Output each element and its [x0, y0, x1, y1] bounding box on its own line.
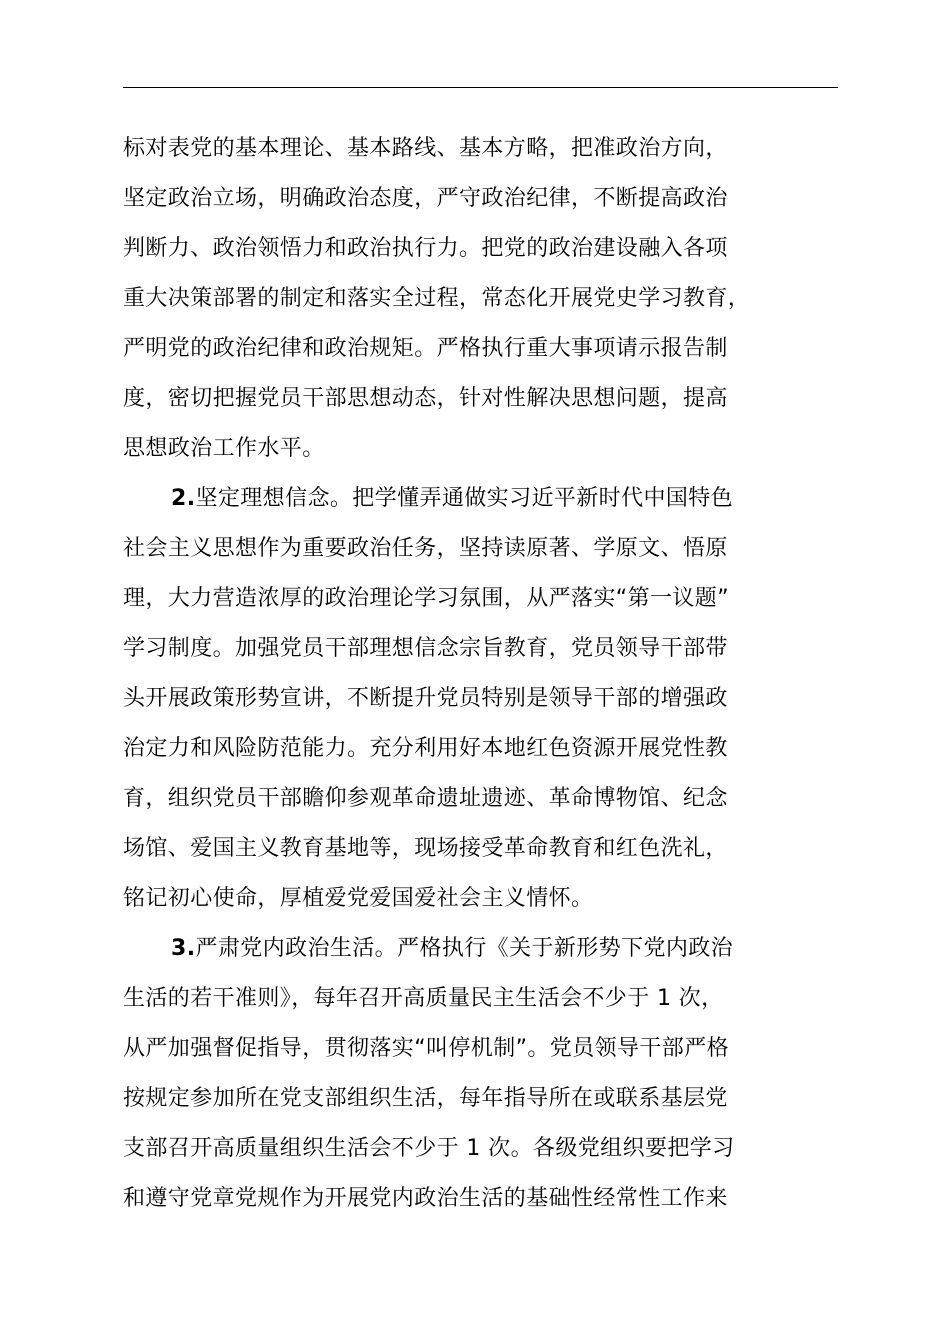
- text-line: 头开展政策形势宣讲，不断提升党员特别是领导干部的增强政: [123, 686, 728, 711]
- section-number: 3.: [171, 936, 196, 961]
- document-body: [123, 124, 839, 1224]
- text-line: 育，组织党员干部瞻仰参观革命遗址遗迹、革命博物馆、纪念: [123, 786, 728, 811]
- text-line: 理，大力营造浓厚的政治理论学习氛围，从严落实“第一议题”: [123, 586, 729, 611]
- text-line: 治定力和风险防范能力。充分利用好本地红色资源开展党性教: [123, 736, 728, 761]
- text-line: 标对表党的基本理论、基本路线、基本方略，把准政治方向，: [123, 136, 728, 161]
- text-line: 铭记初心使命，厚植爱党爱国爱社会主义情怀。: [123, 886, 594, 911]
- text-line: 社会主义思想作为重要政治任务，坚持读原著、学原文、悟原: [123, 536, 728, 561]
- text-line: 坚定理想信念。把学懂弄通做实习近平新时代中国特色: [195, 486, 734, 511]
- header-rule: [123, 87, 838, 88]
- section-2-heading-line: [123, 474, 839, 524]
- text-line: 场馆、爱国主义教育基地等，现场接受革命教育和红色洗礼，: [123, 836, 728, 861]
- text-line: 重大决策部署的制定和落实全过程，常态化开展党史学习教育，: [123, 286, 751, 311]
- text-line: 生活的若干准则》，每年召开高质量民主生活会不少于 1 次，: [123, 986, 724, 1011]
- text-line: 和遵守党章党规作为开展党内政治生活的基础性经常性工作来: [123, 1186, 728, 1211]
- text-line: 按规定参加所在党支部组织生活，每年指导所在或联系基层党: [123, 1086, 728, 1111]
- text-line: 严肃党内政治生活。严格执行《关于新形势下党内政治: [195, 936, 734, 961]
- text-line: 支部召开高质量组织生活会不少于 1 次。各级党组织要把学习: [123, 1136, 735, 1161]
- text-line: 坚定政治立场，明确政治态度，严守政治纪律，不断提高政治: [123, 186, 728, 211]
- text-line: 严明党的政治纪律和政治规矩。严格执行重大事项请示报告制: [123, 336, 728, 361]
- text-line: 从严加强督促指导，贯彻落实“叫停机制”。党员领导干部严格: [123, 1036, 729, 1061]
- text-line: 学习制度。加强党员干部理想信念宗旨教育，党员领导干部带: [123, 636, 728, 661]
- text-line: 判断力、政治领悟力和政治执行力。把党的政治建设融入各项: [123, 236, 728, 261]
- section-number: 2.: [171, 486, 196, 511]
- text-line: 度，密切把握党员干部思想动态，针对性解决思想问题，提高: [123, 386, 728, 411]
- section-3-heading-line: [123, 924, 839, 974]
- text-line: 思想政治工作水平。: [123, 436, 325, 461]
